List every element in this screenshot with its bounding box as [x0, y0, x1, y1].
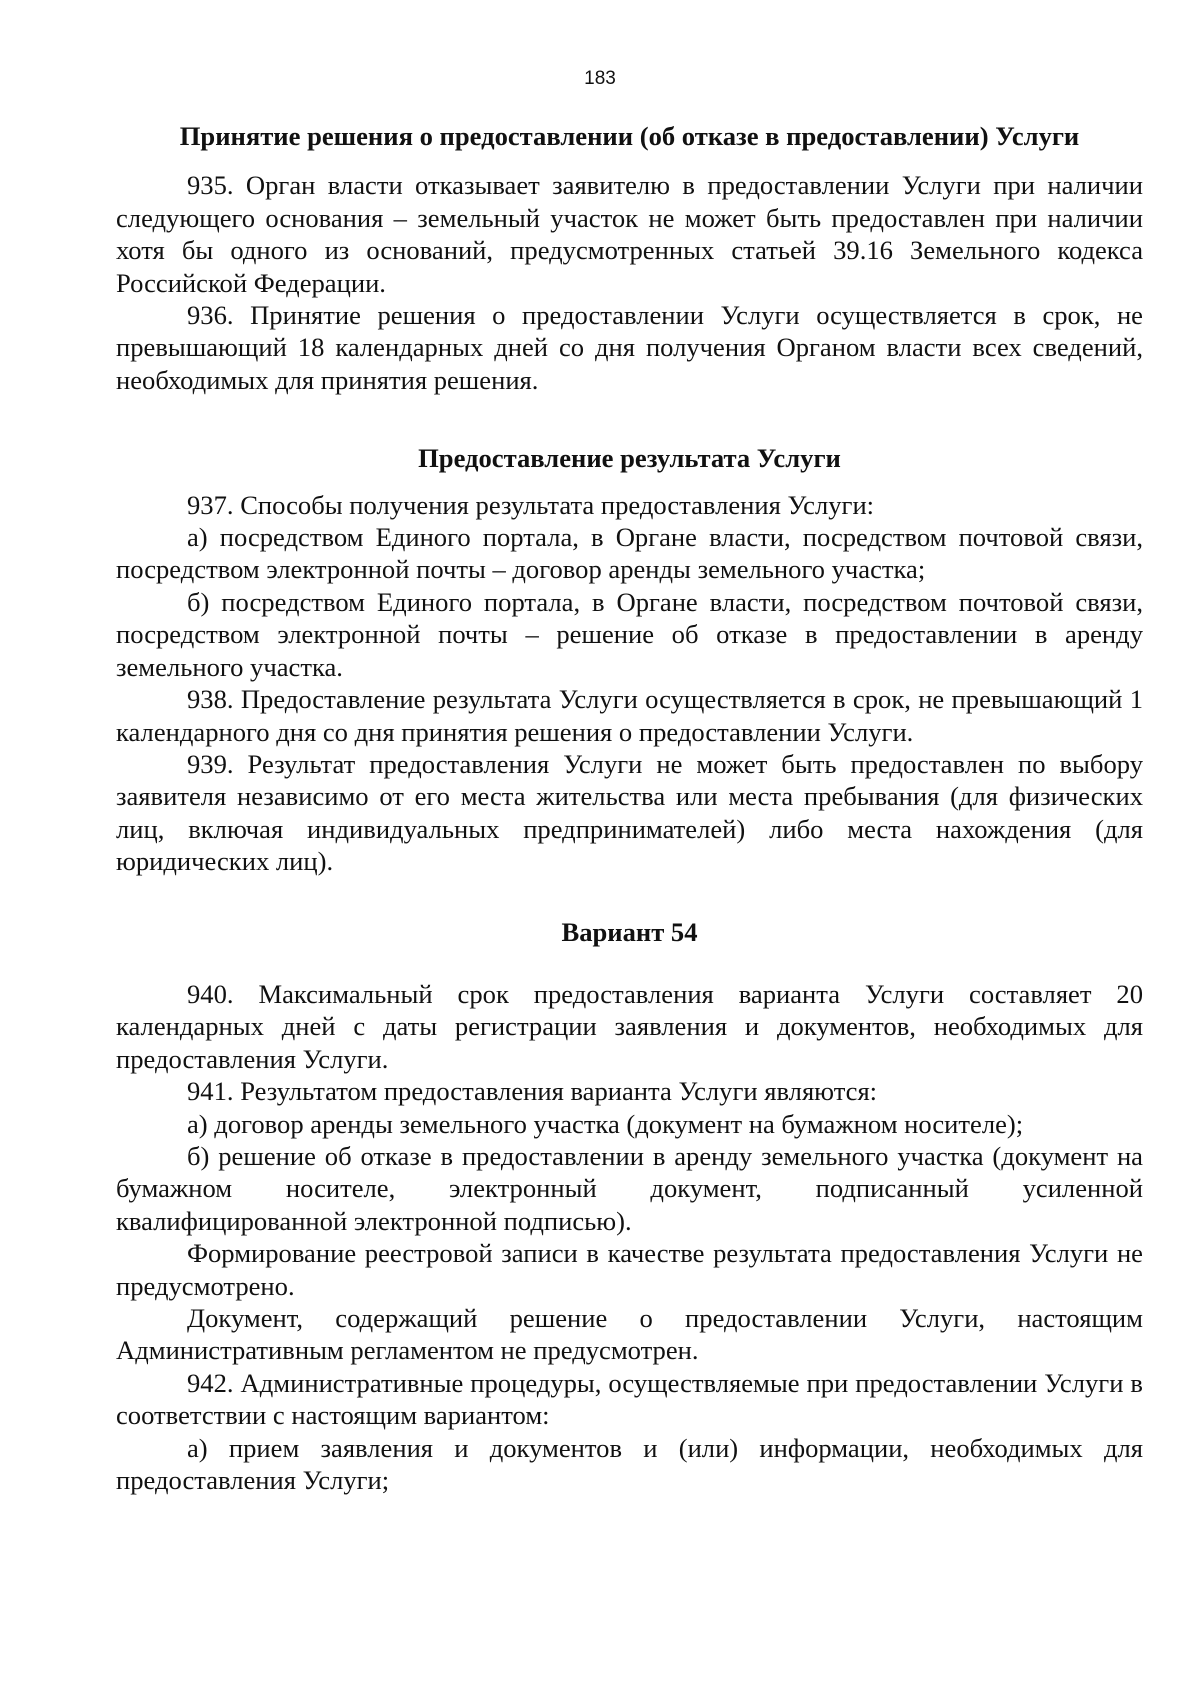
paragraph-940: 940. Максимальный срок предоставления варианта Услуги составляет 20 календарных дней с даты регистрации заявления и документов, необходимых для предоставления Услуги. [116, 978, 1143, 1074]
paragraph-941: 941. Результатом предоставления варианта Услуги являются: [187, 1076, 878, 1107]
paragraph-937: 937. Способы получения результата предоставления Услуги: [187, 489, 875, 520]
paragraph-937-a: а) посредством Единого портала, в Органе власти, посредством почтовой связи, посредством электронной почты – договор аренды земельного участка; [116, 522, 1143, 585]
paragraph-941-b: б) решение об отказе в предоставлении в аренду земельного участка (документ на бумажном носителе, электронный документ, подписанный усиленной квалифицированной электронной подписью). [116, 1140, 1143, 1236]
paragraph-941-a: а) договор аренды земельного участка (документ на бумажном носителе); [187, 1108, 1024, 1139]
section-heading-variant: Вариант 54 [561, 916, 698, 947]
paragraph-939: 939. Результат предоставления Услуги не может быть предоставлен по выбору заявителя независимо от его места жительства или места пребывания (для физических лиц, включая индивидуальных предпринимателей) либо места нахождения (для юридических лиц). [116, 748, 1143, 877]
paragraph-document-note: Документ, содержащий решение о предоставлении Услуги, настоящим Административным регламентом не предусмотрен. [116, 1303, 1143, 1366]
paragraph-938: 938. Предоставление результата Услуги осуществляется в срок, не превышающий 1 календарного дня со дня принятия решения о предоставлении Услуги. [116, 684, 1143, 747]
section-heading-result: Предоставление результата Услуги [418, 443, 841, 474]
paragraph-registry-note: Формирование реестровой записи в качестве результата предоставления Услуги не предусмотрено. [116, 1238, 1143, 1301]
document-body [116, 120, 1143, 1496]
paragraph-942-a: а) прием заявления и документов и (или) информации, необходимых для предоставления Услуги; [116, 1432, 1143, 1496]
paragraph-936: 936. Принятие решения о предоставлении Услуги осуществляется в срок, не превышающий 18 календарных дней со дня получения Органом власти всех сведений, необходимых для принятия решения. [116, 300, 1143, 395]
paragraph-935: 935. Орган власти отказывает заявителю в предоставлении Услуги при наличии следующего основания – земельный участок не может быть предоставлен при наличии хотя бы одного из оснований, предусмотренных статьей 39.16 Земельного кодекса Российской Федерации. [116, 170, 1143, 298]
page-number: 183 [584, 68, 616, 89]
paragraph-942: 942. Административные процедуры, осуществляемые при предоставлении Услуги в соответствии с настоящим вариантом: [116, 1367, 1143, 1431]
paragraph-937-b: б) посредством Единого портала, в Органе власти, посредством почтовой связи, посредством электронной почты – решение об отказе в предоставлении в аренду земельного участка. [116, 586, 1143, 682]
section-heading-decision: Принятие решения о предоставлении (об отказе в предоставлении) Услуги [179, 121, 1080, 151]
